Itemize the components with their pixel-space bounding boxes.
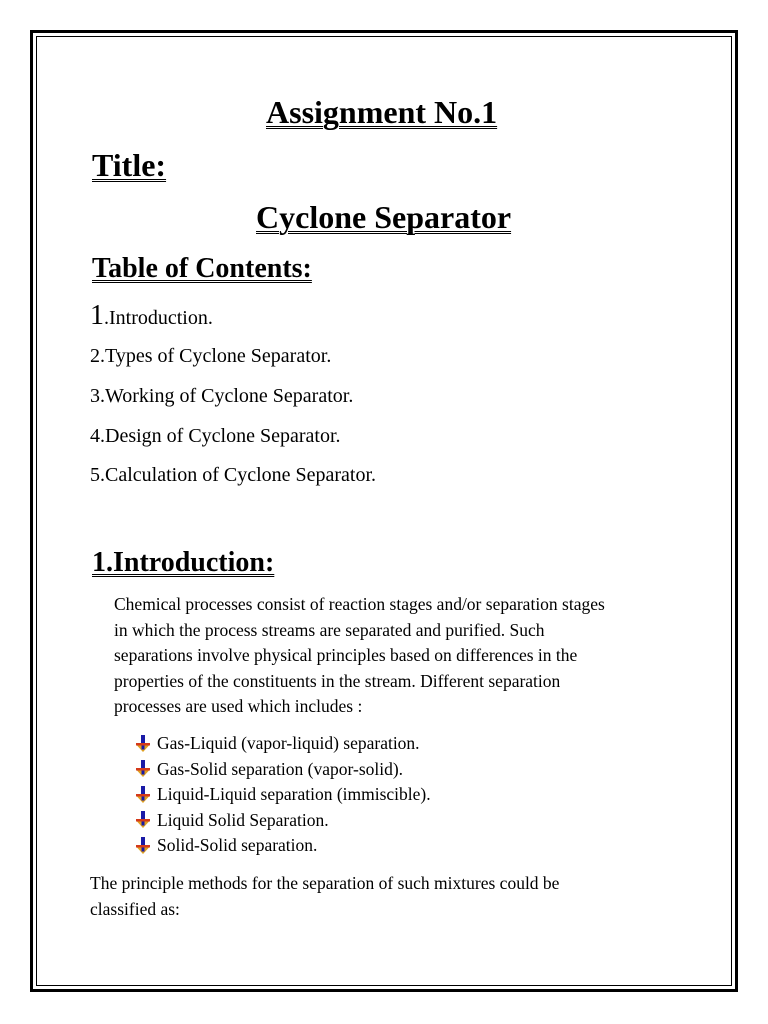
assignment-heading: Assignment No.1 xyxy=(266,94,498,130)
toc-item-2: 2.Types of Cyclone Separator. xyxy=(90,345,332,367)
list-item xyxy=(135,782,431,808)
document-title: Cyclone Separator xyxy=(256,199,512,235)
toc-heading: Table of Contents: xyxy=(92,253,312,284)
list-item-text: Liquid-Liquid separation (immiscible). xyxy=(157,784,431,805)
paragraph-line: classified as: xyxy=(90,898,180,919)
paragraph-line: properties of the constituents in the stream. Different separation xyxy=(114,670,561,691)
list-item-text: Gas-Solid separation (vapor-solid). xyxy=(157,758,404,779)
paragraph-line: processes are used which includes : xyxy=(114,696,363,716)
down-arrow-bullet-icon xyxy=(135,811,151,829)
title-label: Title: xyxy=(92,147,167,183)
paragraph-line: separations involve physical principles based on differences in the xyxy=(114,645,578,665)
down-arrow-bullet-icon xyxy=(135,760,151,778)
introduction-heading: 1.Introduction: xyxy=(92,547,275,578)
list-item xyxy=(135,808,431,834)
toc-item-4: 4.Design of Cyclone Separator. xyxy=(90,425,341,447)
list-item-text: Liquid Solid Separation. xyxy=(157,809,329,830)
list-item xyxy=(135,833,431,859)
paragraph-line: in which the process streams are separated and purified. Such xyxy=(114,619,545,640)
down-arrow-bullet-icon xyxy=(135,837,151,855)
toc-item-3: 3.Working of Cyclone Separator. xyxy=(90,385,354,407)
down-arrow-bullet-icon xyxy=(135,786,151,804)
list-item-text: Solid-Solid separation. xyxy=(157,835,318,856)
separation-types-list xyxy=(135,731,431,859)
toc-item-5: 5.Calculation of Cyclone Separator. xyxy=(90,464,377,486)
toc-item-1 xyxy=(90,300,213,332)
list-item xyxy=(135,731,431,757)
paragraph-line: Chemical processes consist of reaction stages and/or separation stages xyxy=(114,594,605,614)
introduction-paragraph xyxy=(114,592,605,720)
paragraph-line: The principle methods for the separation of such mixtures could be xyxy=(90,873,560,893)
down-arrow-bullet-icon xyxy=(135,735,151,753)
closing-paragraph xyxy=(90,871,559,922)
toc-item-1-text: .Introduction. xyxy=(104,307,213,329)
toc-item-1-number: 1 xyxy=(90,300,104,331)
list-item xyxy=(135,757,431,783)
list-item-text: Gas-Liquid (vapor-liquid) separation. xyxy=(157,733,420,754)
